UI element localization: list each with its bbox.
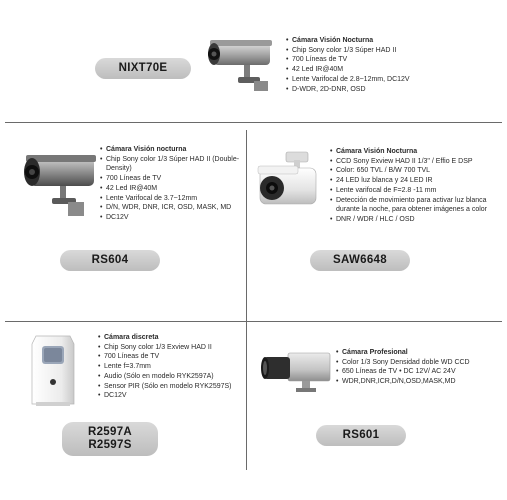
spec-item: • Chip Sony color 1/3 Súper HAD II xyxy=(286,46,486,56)
divider-vertical xyxy=(246,130,247,470)
nixt70e-model-label: NIXT70E xyxy=(95,58,191,79)
spec-item: • Cámara Visión Nocturna xyxy=(286,36,486,46)
spec-item: • Cámara Visión nocturna xyxy=(100,145,245,155)
spec-item: • Lente f=3.7mm xyxy=(98,362,246,372)
spec-item: • 650 Líneas de TV • DC 12V/ AC 24V xyxy=(336,367,496,377)
spec-item: • 700 Líneas de TV xyxy=(98,352,246,362)
box-camera-icon xyxy=(258,347,334,397)
rs604-model-label: RS604 xyxy=(60,250,160,271)
spec-item: • Cámara Visión Nocturna xyxy=(330,147,488,157)
white-bullet-camera-icon xyxy=(254,150,324,222)
spec-item: • WDR,DNR,ICR,D/N,OSD,MASK,MD xyxy=(336,377,496,387)
spec-item: • D-WDR, 2D-DNR, OSD xyxy=(286,85,486,95)
saw6648-model-label: SAW6648 xyxy=(310,250,410,271)
spec-item: • Lente varifocal de F=2.8 -11 mm xyxy=(330,186,488,196)
spec-item: • Chip Sony color 1/3 Súper HAD II (Double-Density) xyxy=(100,155,245,174)
nixt70e-specs xyxy=(286,36,486,94)
spec-item: • Cámara discreta xyxy=(98,333,246,343)
spec-item: • Color 1/3 Sony Densidad doble WD CCD xyxy=(336,358,496,368)
spec-item: • D/N, WDR, DNR, ICR, OSD, MASK, MD xyxy=(100,203,245,213)
spec-item: • Audio (Sólo en modelo RYK2597A) xyxy=(98,372,246,382)
spec-item: • Cámara Profesional xyxy=(336,348,496,358)
r2597a-model-label: R2597A xyxy=(88,426,132,438)
spec-item: • Detección de movimiento para activar luz blanca durante la noche, para obtener imágenes a color xyxy=(330,196,488,215)
spec-item: • DNR / WDR / HLC / OSD xyxy=(330,215,488,225)
r2597s-model-label: R2597S xyxy=(88,439,132,451)
spec-item: • CCD Sony Exview HAD II 1/3" / Effio E DSP xyxy=(330,157,488,167)
spec-item: • Chip Sony color 1/3 Exview HAD II xyxy=(98,343,246,353)
bullet-camera-icon xyxy=(20,152,98,218)
spec-item: • Color: 650 TVL / B/W 700 TVL xyxy=(330,166,488,176)
spec-item: • Sensor PIR (Sólo en modelo RYK2597S) xyxy=(98,382,246,392)
rs604-specs xyxy=(100,145,245,223)
spec-item: • 700 Líneas de TV xyxy=(286,55,486,65)
divider-top xyxy=(5,122,502,123)
r2597-model-label xyxy=(62,422,158,456)
spec-item: • DC12V xyxy=(100,213,245,223)
spec-item: • DC12V xyxy=(98,391,246,401)
spec-item: • 42 Led IR@40M xyxy=(100,184,245,194)
bullet-camera-icon xyxy=(200,35,278,93)
spec-item: • Lente Varifocal de 3.7~12mm xyxy=(100,194,245,204)
rs601-specs xyxy=(336,348,496,387)
pir-sensor-camera-icon xyxy=(28,332,78,410)
divider-middle xyxy=(5,321,502,322)
r2597-specs xyxy=(98,333,246,401)
spec-item: • 24 LED luz blanca y 24 LED IR xyxy=(330,176,488,186)
spec-item: • Lente Varifocal de 2.8~12mm, DC12V xyxy=(286,75,486,85)
spec-item: • 42 Led IR@40M xyxy=(286,65,486,75)
spec-item: • 700 Líneas de TV xyxy=(100,174,245,184)
rs601-model-label: RS601 xyxy=(316,425,406,446)
saw6648-specs xyxy=(330,147,488,225)
